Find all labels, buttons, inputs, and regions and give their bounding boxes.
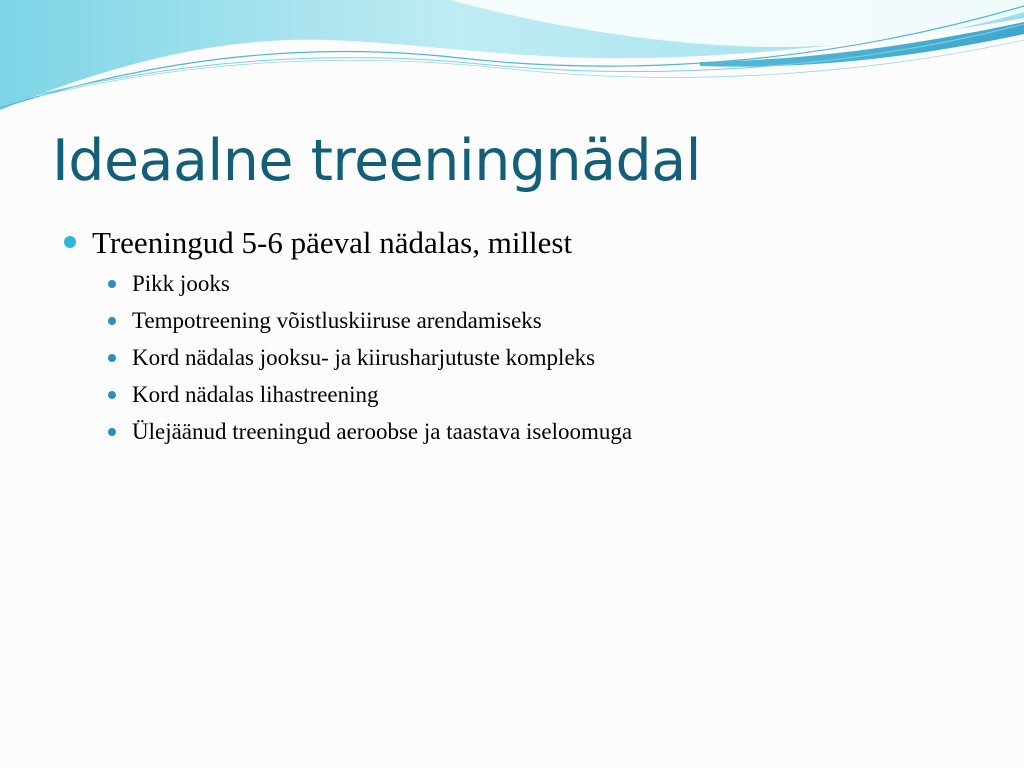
sub-bullet-text: Kord nädalas lihastreening (132, 382, 379, 407)
sub-bullet-dot-icon (108, 391, 116, 399)
bullet-list (64, 224, 632, 455)
header-wave-decoration (0, 0, 1024, 130)
sub-bullet-dot-icon (108, 280, 116, 288)
sub-bullet-text: Ülejäänud treeningud aeroobse ja taastava iseloomuga (132, 419, 633, 444)
sub-bullet-text: Pikk jooks (132, 271, 230, 296)
sub-bullet-dot-icon (108, 317, 116, 325)
bullet-dot-icon (64, 236, 76, 248)
sub-bullet-dot-icon (108, 428, 116, 436)
sub-bullet-dot-icon (108, 354, 116, 362)
bullet-item (64, 224, 632, 446)
sub-bullet-item (106, 344, 632, 372)
sub-bullet-list (106, 270, 632, 446)
sub-bullet-text: Tempotreening võistluskiiruse arendamiseks (132, 308, 542, 333)
sub-bullet-item (106, 418, 632, 446)
sub-bullet-item (106, 270, 632, 298)
slide-title: Ideaalne treeningnädal (52, 128, 702, 194)
sub-bullet-item (106, 381, 632, 409)
bullet-text: Treeningud 5-6 päeval nädalas, millest (92, 225, 573, 260)
sub-bullet-text: Kord nädalas jooksu- ja kiirusharjutuste kompleks (132, 345, 596, 370)
sub-bullet-item (106, 307, 632, 335)
